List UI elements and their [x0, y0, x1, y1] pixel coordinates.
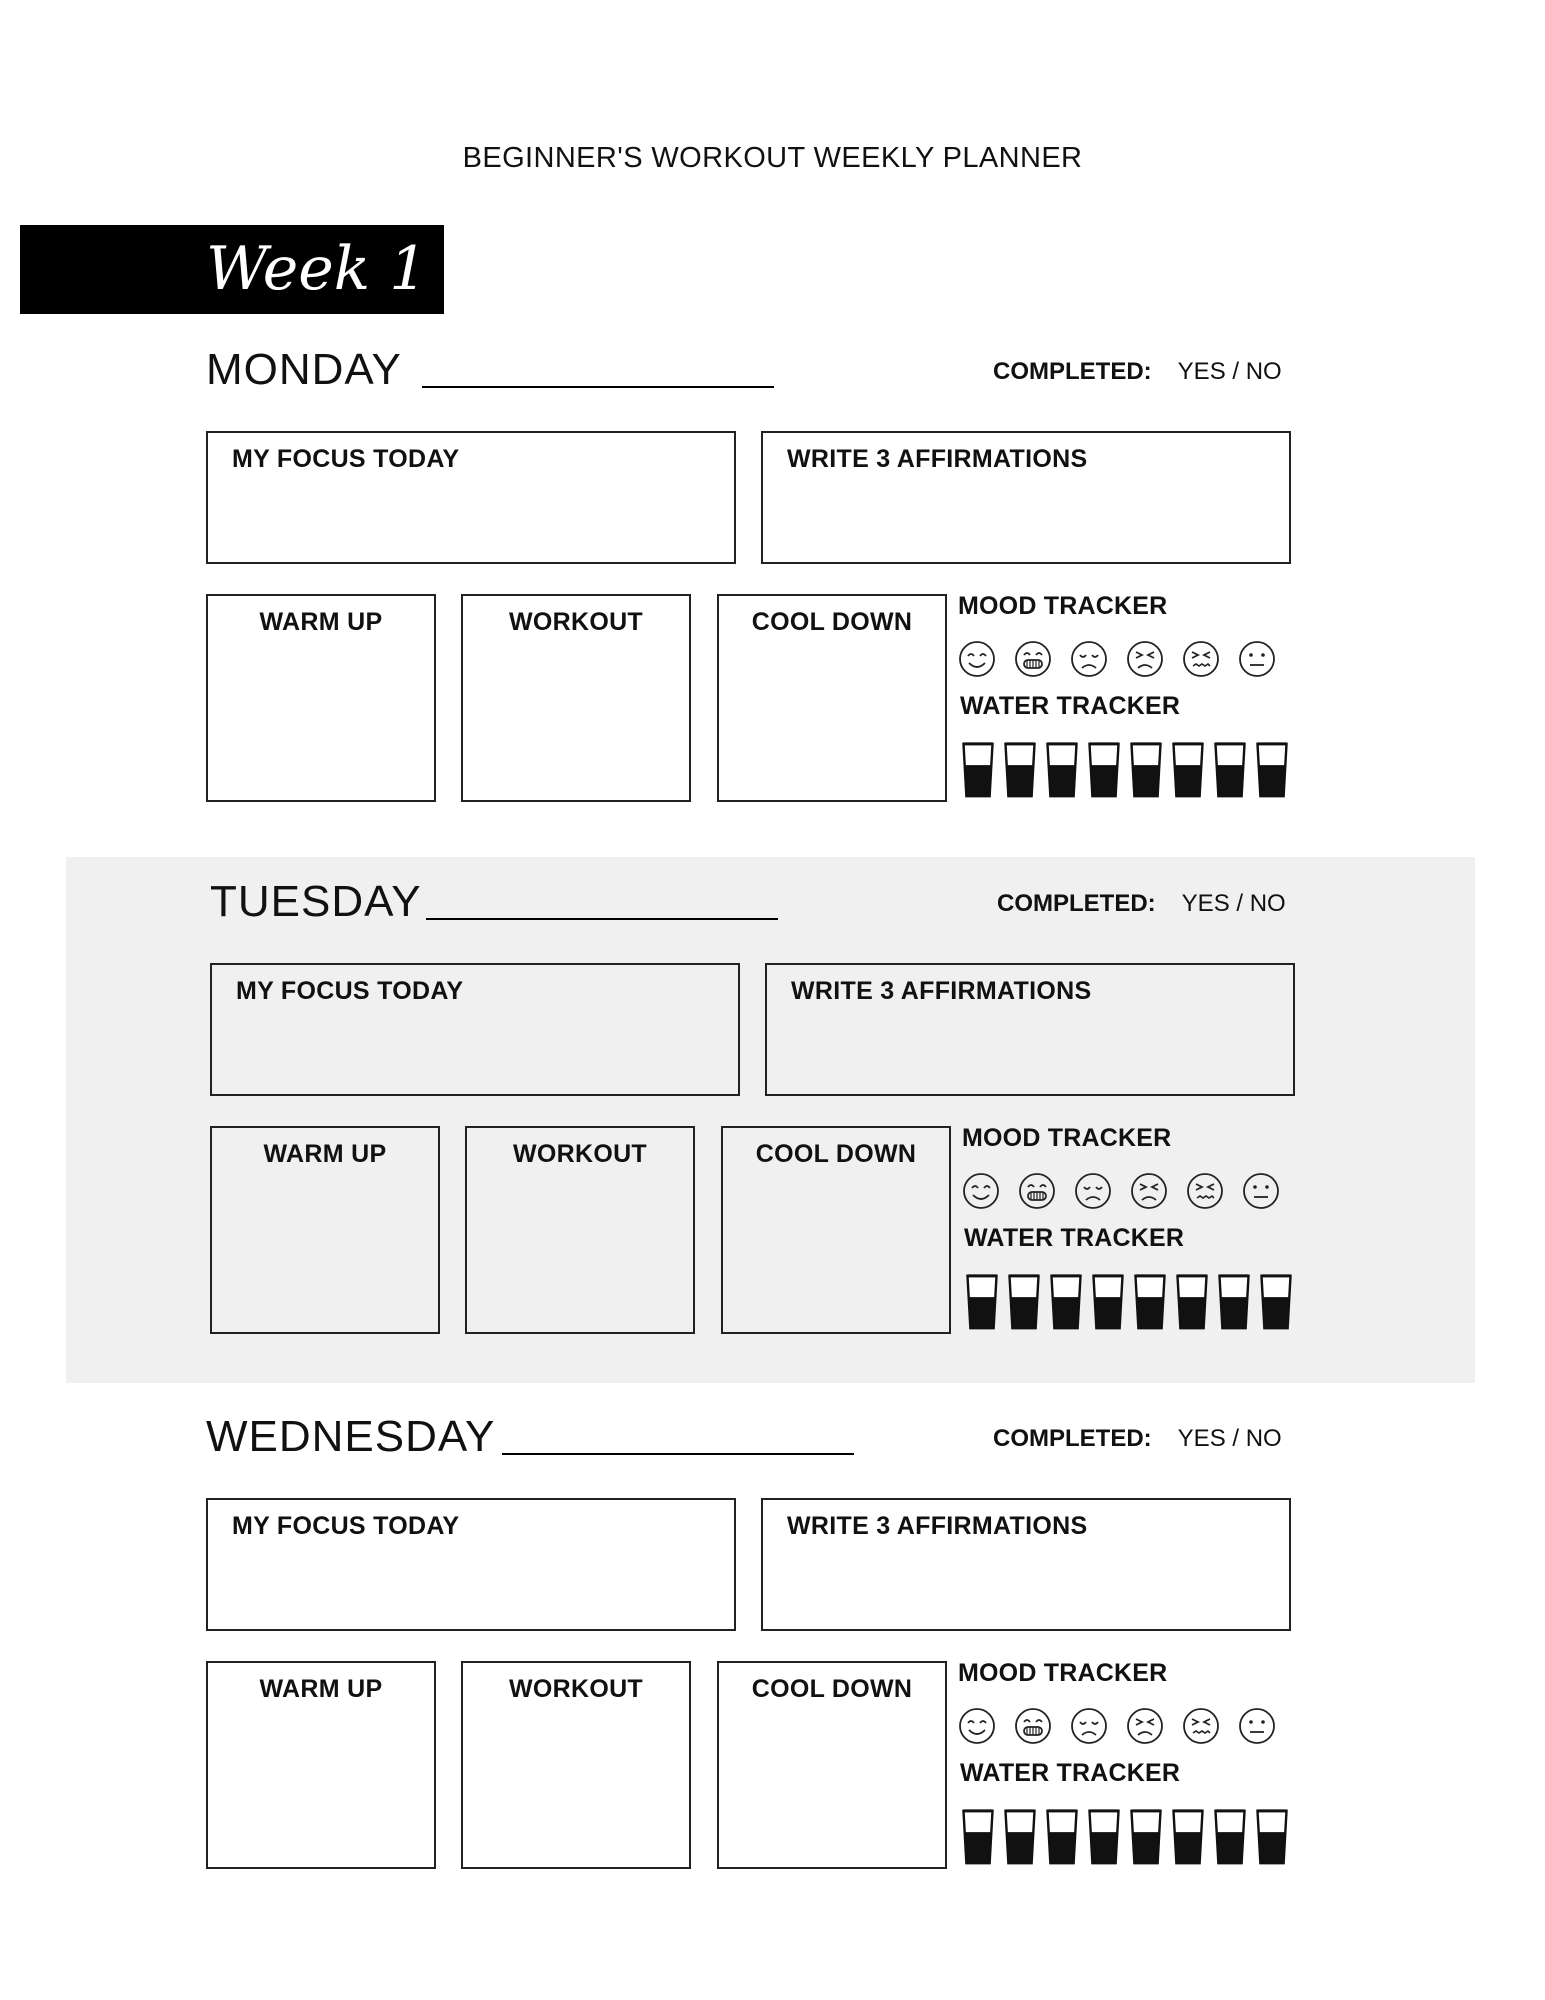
water-glass-icon[interactable] — [1086, 1807, 1122, 1867]
cool-down-label: COOL DOWN — [755, 1140, 917, 1168]
day-section-monday — [206, 342, 1506, 862]
affirmations-label: WRITE 3 AFFIRMATIONS — [791, 977, 1092, 1005]
water-glass-icon[interactable] — [1174, 1272, 1210, 1332]
water-tracker-label: WATER TRACKER — [960, 1759, 1181, 1787]
frustrated-face-icon[interactable] — [1126, 640, 1164, 678]
date-line[interactable] — [422, 386, 774, 388]
water-glass-icon[interactable] — [1254, 740, 1290, 800]
day-section-tuesday — [210, 874, 1510, 1394]
water-glass-icon[interactable] — [1006, 1272, 1042, 1332]
water-tracker-row — [964, 1272, 1300, 1332]
sad-face-icon[interactable] — [1074, 1172, 1112, 1210]
focus-box[interactable] — [206, 1498, 736, 1631]
mood-tracker-row — [958, 640, 1294, 678]
frustrated-face-icon[interactable] — [1130, 1172, 1168, 1210]
warm-up-box[interactable] — [210, 1126, 440, 1334]
affirmations-box[interactable] — [765, 963, 1295, 1096]
water-glass-icon[interactable] — [1044, 740, 1080, 800]
day-name: MONDAY — [206, 345, 402, 394]
water-glass-icon[interactable] — [1212, 1807, 1248, 1867]
water-tracker-label: WATER TRACKER — [964, 1224, 1185, 1252]
water-glass-icon[interactable] — [1044, 1807, 1080, 1867]
mood-tracker-label: MOOD TRACKER — [958, 592, 1168, 620]
water-glass-icon[interactable] — [1216, 1272, 1252, 1332]
water-glass-icon[interactable] — [1002, 740, 1038, 800]
upset-face-icon[interactable] — [1182, 1707, 1220, 1745]
day-name: TUESDAY — [210, 877, 422, 926]
grinning-face-icon[interactable] — [1014, 1707, 1052, 1745]
focus-label: MY FOCUS TODAY — [232, 1512, 460, 1540]
water-glass-icon[interactable] — [1128, 1807, 1164, 1867]
workout-box[interactable] — [461, 1661, 691, 1869]
water-glass-icon[interactable] — [964, 1272, 1000, 1332]
water-glass-icon[interactable] — [1132, 1272, 1168, 1332]
affirmations-box[interactable] — [761, 1498, 1291, 1631]
water-tracker-label: WATER TRACKER — [960, 692, 1181, 720]
focus-box[interactable] — [210, 963, 740, 1096]
neutral-face-icon[interactable] — [1238, 640, 1276, 678]
neutral-face-icon[interactable] — [1242, 1172, 1280, 1210]
warm-up-box[interactable] — [206, 1661, 436, 1869]
yes-no-options[interactable]: YES / NO — [1177, 1425, 1282, 1452]
warm-up-label: WARM UP — [259, 1675, 383, 1703]
completed-row — [993, 1423, 1282, 1455]
day-section-wednesday — [206, 1409, 1506, 1929]
week-label: Week 1 — [206, 234, 428, 304]
sad-face-icon[interactable] — [1070, 640, 1108, 678]
grinning-face-icon[interactable] — [1018, 1172, 1056, 1210]
sad-face-icon[interactable] — [1070, 1707, 1108, 1745]
mood-tracker-row — [958, 1707, 1294, 1745]
water-glass-icon[interactable] — [1128, 740, 1164, 800]
water-glass-icon[interactable] — [1212, 740, 1248, 800]
water-tracker-row — [960, 1807, 1296, 1867]
completed-label: COMPLETED: — [997, 890, 1156, 917]
mood-tracker-label: MOOD TRACKER — [962, 1124, 1172, 1152]
date-line[interactable] — [502, 1453, 854, 1455]
water-glass-icon[interactable] — [1002, 1807, 1038, 1867]
completed-label: COMPLETED: — [993, 358, 1152, 385]
date-line[interactable] — [426, 918, 778, 920]
neutral-face-icon[interactable] — [1238, 1707, 1276, 1745]
workout-box[interactable] — [461, 594, 691, 802]
focus-label: MY FOCUS TODAY — [232, 445, 460, 473]
smiling-face-icon[interactable] — [958, 640, 996, 678]
completed-row — [993, 356, 1282, 388]
focus-label: MY FOCUS TODAY — [236, 977, 464, 1005]
completed-row — [997, 888, 1286, 920]
cool-down-label: COOL DOWN — [751, 608, 913, 636]
water-glass-icon[interactable] — [1086, 740, 1122, 800]
frustrated-face-icon[interactable] — [1126, 1707, 1164, 1745]
water-glass-icon[interactable] — [1170, 1807, 1206, 1867]
water-glass-icon[interactable] — [1258, 1272, 1294, 1332]
water-glass-icon[interactable] — [1170, 740, 1206, 800]
water-glass-icon[interactable] — [1254, 1807, 1290, 1867]
workout-label: WORKOUT — [508, 608, 644, 636]
affirmations-label: WRITE 3 AFFIRMATIONS — [787, 1512, 1088, 1540]
affirmations-label: WRITE 3 AFFIRMATIONS — [787, 445, 1088, 473]
day-name: WEDNESDAY — [206, 1412, 496, 1461]
workout-label: WORKOUT — [512, 1140, 648, 1168]
yes-no-options[interactable]: YES / NO — [1177, 358, 1282, 385]
warm-up-label: WARM UP — [263, 1140, 387, 1168]
smiling-face-icon[interactable] — [958, 1707, 996, 1745]
cool-down-box[interactable] — [717, 594, 947, 802]
water-tracker-row — [960, 740, 1296, 800]
grinning-face-icon[interactable] — [1014, 640, 1052, 678]
workout-box[interactable] — [465, 1126, 695, 1334]
upset-face-icon[interactable] — [1182, 640, 1220, 678]
water-glass-icon[interactable] — [960, 740, 996, 800]
cool-down-label: COOL DOWN — [751, 1675, 913, 1703]
water-glass-icon[interactable] — [960, 1807, 996, 1867]
upset-face-icon[interactable] — [1186, 1172, 1224, 1210]
water-glass-icon[interactable] — [1048, 1272, 1084, 1332]
yes-no-options[interactable]: YES / NO — [1181, 890, 1286, 917]
page-title: BEGINNER'S WORKOUT WEEKLY PLANNER — [462, 142, 1083, 174]
week-badge — [20, 225, 444, 314]
smiling-face-icon[interactable] — [962, 1172, 1000, 1210]
focus-box[interactable] — [206, 431, 736, 564]
cool-down-box[interactable] — [721, 1126, 951, 1334]
mood-tracker-row — [962, 1172, 1298, 1210]
cool-down-box[interactable] — [717, 1661, 947, 1869]
water-glass-icon[interactable] — [1090, 1272, 1126, 1332]
warm-up-label: WARM UP — [259, 608, 383, 636]
completed-label: COMPLETED: — [993, 1425, 1152, 1452]
workout-label: WORKOUT — [508, 1675, 644, 1703]
warm-up-box[interactable] — [206, 594, 436, 802]
affirmations-box[interactable] — [761, 431, 1291, 564]
mood-tracker-label: MOOD TRACKER — [958, 1659, 1168, 1687]
